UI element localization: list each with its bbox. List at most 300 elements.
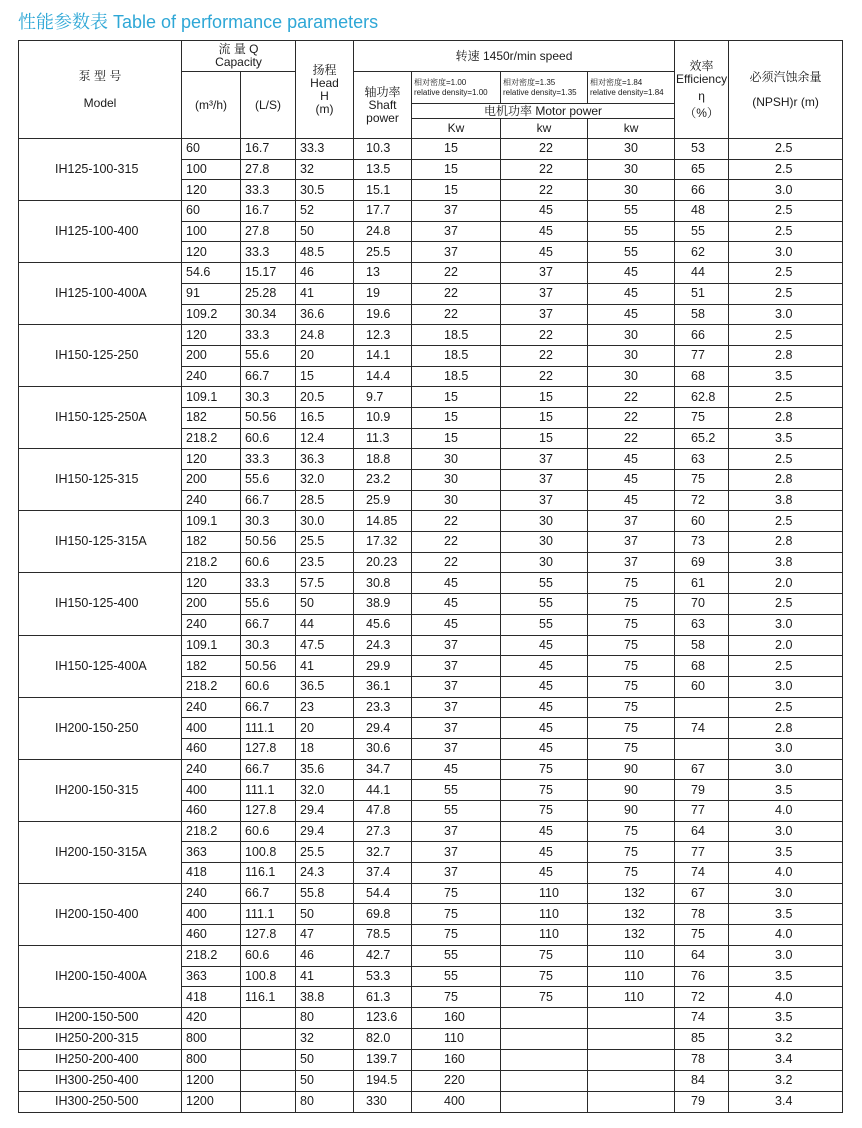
npsh-cell: 2.8	[729, 345, 843, 366]
head-cell: 30.0	[296, 511, 354, 532]
shaft-power-cell: 37.4	[354, 863, 412, 884]
performance-table	[18, 40, 843, 1113]
capacity-ls-cell: 60.6	[241, 821, 296, 842]
motor-power-2-cell: 22	[501, 180, 588, 201]
motor-power-3-cell: 30	[588, 345, 675, 366]
motor-power-2-cell: 30	[501, 532, 588, 553]
efficiency-cell: 70	[675, 594, 729, 615]
shaft-power-cell: 29.4	[354, 718, 412, 739]
head-cell: 50	[296, 1070, 354, 1091]
capacity-header: 流 量 Q Capacity	[182, 41, 296, 72]
motor-power-1-cell: 37	[412, 676, 501, 697]
model-cell: IH300-250-500	[19, 1091, 182, 1112]
efficiency-cell: 63	[675, 449, 729, 470]
efficiency-cell: 74	[675, 718, 729, 739]
motor-power-1-cell: 22	[412, 304, 501, 325]
motor-power-1-cell: 75	[412, 904, 501, 925]
motor-power-3-cell: 45	[588, 263, 675, 284]
capacity-ls-cell: 30.3	[241, 635, 296, 656]
npsh-cell: 3.0	[729, 614, 843, 635]
efficiency-cell: 77	[675, 345, 729, 366]
capacity-m3h-cell: 120	[182, 242, 241, 263]
head-cell: 50	[296, 904, 354, 925]
shaft-power-cell: 25.5	[354, 242, 412, 263]
capacity-ls-cell: 55.6	[241, 594, 296, 615]
motor-power-1-cell: 15	[412, 139, 501, 160]
head-cell: 29.4	[296, 821, 354, 842]
motor-power-2-cell: 55	[501, 573, 588, 594]
motor-power-3-cell: 30	[588, 325, 675, 346]
motor-power-2-cell: 22	[501, 325, 588, 346]
table-row	[19, 1070, 843, 1091]
npsh-cell: 3.5	[729, 366, 843, 387]
shaft-power-cell: 13	[354, 263, 412, 284]
npsh-cell: 4.0	[729, 987, 843, 1008]
motor-power-2-cell: 55	[501, 594, 588, 615]
efficiency-cell: 73	[675, 532, 729, 553]
motor-power-1-cell: 22	[412, 552, 501, 573]
npsh-cell: 2.8	[729, 718, 843, 739]
capacity-ls-cell: 127.8	[241, 801, 296, 822]
model-cell: IH200-150-315A	[19, 821, 182, 883]
capacity-m3h-cell: 460	[182, 925, 241, 946]
npsh-cell: 3.0	[729, 945, 843, 966]
motor-power-2-cell: 37	[501, 470, 588, 491]
shaft-power-cell: 34.7	[354, 759, 412, 780]
table-row	[19, 387, 843, 408]
capacity-ls-cell: 27.8	[241, 221, 296, 242]
efficiency-cell: 72	[675, 490, 729, 511]
npsh-cell: 2.5	[729, 201, 843, 222]
shaft-power-cell: 19.6	[354, 304, 412, 325]
capacity-ls-cell: 55.6	[241, 345, 296, 366]
capacity-ls-cell: 30.3	[241, 387, 296, 408]
capacity-ls-cell: 27.8	[241, 159, 296, 180]
capacity-m3h-cell: 218.2	[182, 821, 241, 842]
capacity-m3h-cell: 60	[182, 201, 241, 222]
capacity-ls-cell: 60.6	[241, 552, 296, 573]
efficiency-cell: 68	[675, 366, 729, 387]
shaft-power-cell: 15.1	[354, 180, 412, 201]
capacity-ls-cell: 100.8	[241, 966, 296, 987]
capacity-ls-cell: 33.3	[241, 242, 296, 263]
density-1: 相对密度=1.00 relative density=1.00	[412, 72, 501, 104]
motor-power-2-cell: 75	[501, 759, 588, 780]
motor-power-2-cell: 45	[501, 821, 588, 842]
efficiency-cell: 60	[675, 511, 729, 532]
head-cell: 24.3	[296, 863, 354, 884]
capacity-m3h-cell: 109.1	[182, 511, 241, 532]
kw-unit-3: kw	[588, 119, 675, 139]
motor-power-1-cell: 15	[412, 428, 501, 449]
capacity-m3h-cell: 240	[182, 366, 241, 387]
capacity-ls-cell: 127.8	[241, 738, 296, 759]
efficiency-cell: 77	[675, 842, 729, 863]
motor-power-3-cell: 75	[588, 842, 675, 863]
head-cell: 25.5	[296, 842, 354, 863]
motor-power-1-cell: 160	[412, 1007, 501, 1028]
capacity-ls-cell	[241, 1028, 296, 1049]
capacity-ls-cell: 50.56	[241, 532, 296, 553]
motor-power-2-cell: 45	[501, 635, 588, 656]
density-3: 相对密度=1.84 relative density=1.84	[588, 72, 675, 104]
shaft-power-cell: 25.9	[354, 490, 412, 511]
capacity-unit-m3h: (m³/h)	[182, 72, 241, 139]
motor-power-2-cell: 30	[501, 552, 588, 573]
motor-power-3-cell: 45	[588, 490, 675, 511]
table-row	[19, 573, 843, 594]
model-cell: IH125-100-315	[19, 139, 182, 201]
npsh-cell: 3.2	[729, 1028, 843, 1049]
head-cell: 41	[296, 656, 354, 677]
shaft-power-cell: 82.0	[354, 1028, 412, 1049]
head-cell: 41	[296, 283, 354, 304]
efficiency-cell: 77	[675, 801, 729, 822]
capacity-m3h-cell: 91	[182, 283, 241, 304]
shaft-power-cell: 11.3	[354, 428, 412, 449]
capacity-m3h-cell: 420	[182, 1007, 241, 1028]
motor-power-2-cell: 45	[501, 201, 588, 222]
motor-power-1-cell: 45	[412, 594, 501, 615]
head-cell: 24.8	[296, 325, 354, 346]
motor-power-3-cell: 75	[588, 821, 675, 842]
efficiency-cell: 44	[675, 263, 729, 284]
npsh-cell: 2.0	[729, 635, 843, 656]
capacity-m3h-cell: 100	[182, 159, 241, 180]
shaft-power-cell: 23.3	[354, 697, 412, 718]
efficiency-cell: 67	[675, 759, 729, 780]
motor-power-3-cell: 30	[588, 139, 675, 160]
npsh-cell: 2.8	[729, 470, 843, 491]
motor-power-3-cell: 37	[588, 552, 675, 573]
head-cell: 20	[296, 718, 354, 739]
head-cell: 25.5	[296, 532, 354, 553]
npsh-cell: 2.5	[729, 263, 843, 284]
efficiency-cell: 78	[675, 904, 729, 925]
npsh-cell: 3.0	[729, 180, 843, 201]
capacity-m3h-cell: 109.1	[182, 635, 241, 656]
motor-power-3-cell: 55	[588, 242, 675, 263]
shaft-power-cell: 18.8	[354, 449, 412, 470]
shaft-power-cell: 14.85	[354, 511, 412, 532]
capacity-m3h-cell: 240	[182, 883, 241, 904]
motor-power-3-cell: 132	[588, 925, 675, 946]
motor-power-2-cell: 75	[501, 780, 588, 801]
capacity-ls-cell: 33.3	[241, 180, 296, 201]
capacity-ls-cell	[241, 1049, 296, 1070]
capacity-m3h-cell: 218.2	[182, 945, 241, 966]
capacity-ls-cell	[241, 1070, 296, 1091]
shaft-power-cell: 19	[354, 283, 412, 304]
motor-power-2-cell: 75	[501, 987, 588, 1008]
capacity-m3h-cell: 109.1	[182, 387, 241, 408]
efficiency-cell: 75	[675, 925, 729, 946]
head-cell: 36.3	[296, 449, 354, 470]
motor-power-3-cell: 75	[588, 697, 675, 718]
npsh-cell: 3.5	[729, 780, 843, 801]
motor-power-2-cell: 37	[501, 490, 588, 511]
capacity-m3h-cell: 60	[182, 139, 241, 160]
capacity-ls-cell: 66.7	[241, 883, 296, 904]
motor-power-2-cell: 45	[501, 842, 588, 863]
motor-power-2-cell: 15	[501, 407, 588, 428]
motor-power-3-cell: 75	[588, 863, 675, 884]
npsh-cell: 4.0	[729, 863, 843, 884]
motor-power-3-cell: 30	[588, 159, 675, 180]
efficiency-cell: 74	[675, 1007, 729, 1028]
npsh-cell: 2.5	[729, 139, 843, 160]
motor-power-1-cell: 30	[412, 470, 501, 491]
table-row	[19, 449, 843, 470]
motor-power-3-cell: 75	[588, 738, 675, 759]
capacity-m3h-cell: 800	[182, 1049, 241, 1070]
motor-power-3-cell: 45	[588, 283, 675, 304]
shaft-power-cell: 44.1	[354, 780, 412, 801]
npsh-cell: 2.5	[729, 283, 843, 304]
capacity-ls-cell: 111.1	[241, 718, 296, 739]
shaft-power-cell: 13.5	[354, 159, 412, 180]
motor-power-3-cell: 37	[588, 511, 675, 532]
head-cell: 33.3	[296, 139, 354, 160]
capacity-ls-cell: 33.3	[241, 449, 296, 470]
motor-power-2-cell: 15	[501, 387, 588, 408]
head-cell: 32.0	[296, 470, 354, 491]
capacity-ls-cell: 66.7	[241, 490, 296, 511]
capacity-ls-cell: 50.56	[241, 407, 296, 428]
table-row	[19, 511, 843, 532]
motor-power-1-cell: 37	[412, 863, 501, 884]
capacity-m3h-cell: 182	[182, 532, 241, 553]
motor-power-1-cell: 37	[412, 221, 501, 242]
npsh-cell: 2.5	[729, 449, 843, 470]
motor-power-3-cell: 75	[588, 676, 675, 697]
motor-power-1-cell: 37	[412, 738, 501, 759]
table-row	[19, 325, 843, 346]
capacity-m3h-cell: 218.2	[182, 676, 241, 697]
npsh-cell: 2.0	[729, 573, 843, 594]
efficiency-cell: 78	[675, 1049, 729, 1070]
npsh-cell: 4.0	[729, 925, 843, 946]
motor-power-2-cell: 75	[501, 945, 588, 966]
motor-power-1-cell: 30	[412, 490, 501, 511]
capacity-ls-cell: 60.6	[241, 676, 296, 697]
efficiency-cell: 74	[675, 863, 729, 884]
npsh-cell: 3.0	[729, 738, 843, 759]
shaft-power-cell: 12.3	[354, 325, 412, 346]
motor-power-2-cell	[501, 1028, 588, 1049]
capacity-m3h-cell: 200	[182, 470, 241, 491]
efficiency-cell: 65.2	[675, 428, 729, 449]
motor-power-1-cell: 110	[412, 1028, 501, 1049]
motor-power-2-cell	[501, 1049, 588, 1070]
npsh-cell: 3.5	[729, 1007, 843, 1028]
efficiency-cell: 75	[675, 407, 729, 428]
capacity-m3h-cell: 418	[182, 987, 241, 1008]
capacity-ls-cell: 30.34	[241, 304, 296, 325]
efficiency-cell: 84	[675, 1070, 729, 1091]
motor-power-3-cell: 90	[588, 780, 675, 801]
npsh-cell: 3.5	[729, 966, 843, 987]
table-row	[19, 759, 843, 780]
capacity-ls-cell: 66.7	[241, 697, 296, 718]
npsh-cell: 3.4	[729, 1091, 843, 1112]
head-header: 扬程 Head H (m)	[296, 41, 354, 139]
npsh-cell: 2.8	[729, 532, 843, 553]
npsh-cell: 2.5	[729, 221, 843, 242]
head-cell: 50	[296, 1049, 354, 1070]
motor-power-2-cell	[501, 1070, 588, 1091]
npsh-cell: 3.2	[729, 1070, 843, 1091]
capacity-ls-cell: 16.7	[241, 139, 296, 160]
motor-power-1-cell: 37	[412, 718, 501, 739]
shaft-power-cell: 9.7	[354, 387, 412, 408]
motor-power-2-cell: 110	[501, 904, 588, 925]
motor-power-1-cell: 37	[412, 821, 501, 842]
capacity-m3h-cell: 120	[182, 180, 241, 201]
motor-power-1-cell: 22	[412, 532, 501, 553]
npsh-cell: 3.0	[729, 676, 843, 697]
motor-power-2-cell: 45	[501, 656, 588, 677]
head-cell: 52	[296, 201, 354, 222]
motor-power-3-cell: 75	[588, 614, 675, 635]
motor-power-3-cell: 30	[588, 180, 675, 201]
npsh-cell: 3.8	[729, 552, 843, 573]
motor-power-3-cell: 45	[588, 449, 675, 470]
head-cell: 32	[296, 1028, 354, 1049]
efficiency-cell: 58	[675, 635, 729, 656]
motor-power-3-cell: 110	[588, 987, 675, 1008]
motor-power-2-cell: 37	[501, 449, 588, 470]
motor-power-3-cell: 30	[588, 366, 675, 387]
capacity-m3h-cell: 400	[182, 780, 241, 801]
motor-power-2-cell: 45	[501, 718, 588, 739]
motor-power-3-cell: 110	[588, 966, 675, 987]
head-cell: 35.6	[296, 759, 354, 780]
motor-power-1-cell: 220	[412, 1070, 501, 1091]
motor-power-3-cell: 45	[588, 304, 675, 325]
shaft-power-cell: 32.7	[354, 842, 412, 863]
motor-power-1-cell: 18.5	[412, 325, 501, 346]
efficiency-header: 效率 Efficiency η （%）	[675, 41, 729, 139]
capacity-ls-cell: 66.7	[241, 614, 296, 635]
table-row	[19, 697, 843, 718]
motor-power-1-cell: 37	[412, 635, 501, 656]
head-cell: 57.5	[296, 573, 354, 594]
npsh-cell: 2.5	[729, 325, 843, 346]
head-cell: 50	[296, 221, 354, 242]
motor-power-2-cell: 37	[501, 304, 588, 325]
shaft-power-cell: 24.3	[354, 635, 412, 656]
shaft-power-header: 轴功率 Shaft power	[354, 72, 412, 139]
capacity-ls-cell: 66.7	[241, 366, 296, 387]
npsh-cell: 3.4	[729, 1049, 843, 1070]
motor-power-1-cell: 160	[412, 1049, 501, 1070]
table-row	[19, 1091, 843, 1112]
table-row	[19, 1049, 843, 1070]
motor-power-2-cell: 45	[501, 863, 588, 884]
shaft-power-cell: 194.5	[354, 1070, 412, 1091]
motor-power-2-cell: 45	[501, 242, 588, 263]
table-header	[19, 41, 843, 139]
efficiency-cell: 72	[675, 987, 729, 1008]
capacity-m3h-cell: 240	[182, 759, 241, 780]
shaft-power-cell: 27.3	[354, 821, 412, 842]
motor-power-2-cell: 37	[501, 263, 588, 284]
capacity-ls-cell: 60.6	[241, 945, 296, 966]
model-cell: IH150-125-400A	[19, 635, 182, 697]
npsh-cell: 2.5	[729, 697, 843, 718]
capacity-m3h-cell: 120	[182, 325, 241, 346]
head-cell: 46	[296, 263, 354, 284]
motor-power-2-cell: 75	[501, 801, 588, 822]
motor-power-2-cell: 37	[501, 283, 588, 304]
shaft-power-cell: 123.6	[354, 1007, 412, 1028]
efficiency-cell: 51	[675, 283, 729, 304]
motor-power-3-cell: 55	[588, 201, 675, 222]
efficiency-cell: 55	[675, 221, 729, 242]
motor-power-1-cell: 15	[412, 387, 501, 408]
capacity-ls-cell: 33.3	[241, 573, 296, 594]
capacity-m3h-cell: 218.2	[182, 552, 241, 573]
shaft-power-cell: 30.8	[354, 573, 412, 594]
capacity-m3h-cell: 200	[182, 345, 241, 366]
capacity-ls-cell: 15.17	[241, 263, 296, 284]
head-cell: 80	[296, 1007, 354, 1028]
efficiency-cell: 69	[675, 552, 729, 573]
npsh-cell: 3.5	[729, 428, 843, 449]
motor-power-1-cell: 18.5	[412, 345, 501, 366]
motor-power-2-cell: 15	[501, 428, 588, 449]
table-row	[19, 821, 843, 842]
motor-power-1-cell: 22	[412, 283, 501, 304]
shaft-power-cell: 23.2	[354, 470, 412, 491]
shaft-power-cell: 17.7	[354, 201, 412, 222]
motor-power-3-cell: 75	[588, 594, 675, 615]
model-cell: IH150-125-315	[19, 449, 182, 511]
efficiency-cell: 75	[675, 470, 729, 491]
motor-power-2-cell: 45	[501, 221, 588, 242]
npsh-cell: 2.5	[729, 511, 843, 532]
motor-power-3-cell: 110	[588, 945, 675, 966]
motor-power-1-cell: 37	[412, 842, 501, 863]
capacity-m3h-cell: 363	[182, 842, 241, 863]
capacity-ls-cell: 30.3	[241, 511, 296, 532]
head-cell: 50	[296, 594, 354, 615]
motor-power-1-cell: 22	[412, 263, 501, 284]
npsh-cell: 2.5	[729, 594, 843, 615]
table-row	[19, 263, 843, 284]
motor-power-2-cell: 22	[501, 366, 588, 387]
motor-power-1-cell: 37	[412, 697, 501, 718]
motor-power-2-cell: 110	[501, 925, 588, 946]
efficiency-cell: 64	[675, 945, 729, 966]
capacity-m3h-cell: 460	[182, 801, 241, 822]
head-cell: 47.5	[296, 635, 354, 656]
motor-power-1-cell: 45	[412, 759, 501, 780]
npsh-cell: 3.0	[729, 883, 843, 904]
capacity-ls-cell: 25.28	[241, 283, 296, 304]
capacity-m3h-cell: 1200	[182, 1091, 241, 1112]
motor-power-1-cell: 55	[412, 780, 501, 801]
motor-power-1-cell: 37	[412, 656, 501, 677]
model-cell: IH200-150-400A	[19, 945, 182, 1007]
motor-power-2-cell: 45	[501, 738, 588, 759]
efficiency-cell: 64	[675, 821, 729, 842]
table-row	[19, 201, 843, 222]
kw-unit-1: Kw	[412, 119, 501, 139]
npsh-cell: 2.5	[729, 387, 843, 408]
shaft-power-cell: 47.8	[354, 801, 412, 822]
